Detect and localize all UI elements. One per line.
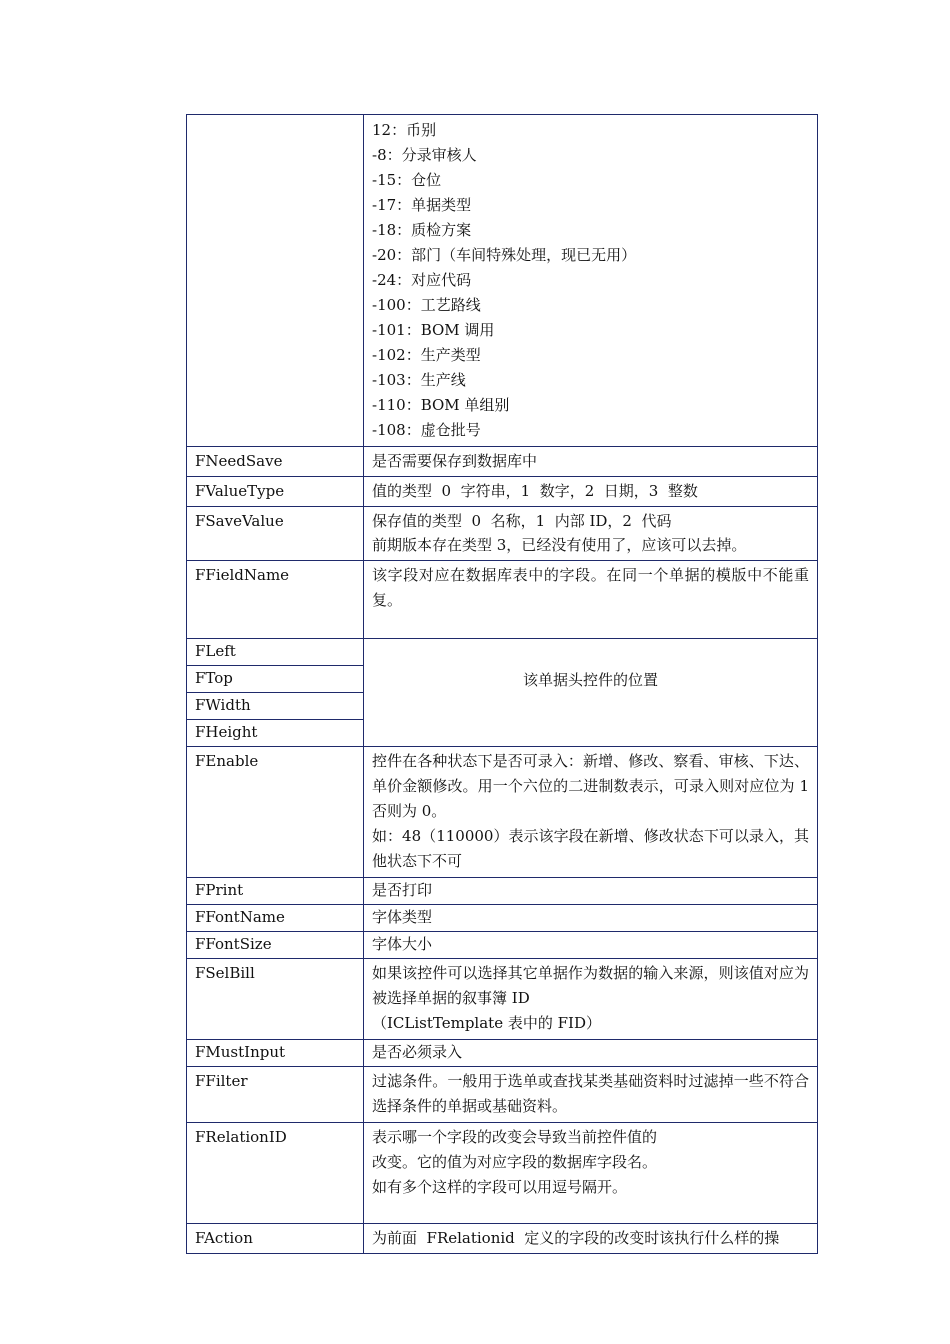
table-row	[187, 447, 818, 477]
list-item: -8：分录审核人	[372, 146, 477, 164]
field-desc-cell	[364, 1067, 818, 1123]
field-name-cell: FFilter	[187, 1067, 364, 1123]
table-row	[187, 1123, 818, 1224]
field-desc-cell	[364, 747, 818, 878]
field-desc-cell: 是否需要保存到数据库中	[364, 447, 818, 477]
field-desc-cell	[364, 959, 818, 1040]
list-item: -18：质检方案	[372, 221, 472, 239]
table-row	[187, 561, 818, 639]
table-row	[187, 1040, 818, 1067]
field-name-cell: FTop	[187, 666, 364, 693]
field-name-cell: FLeft	[187, 639, 364, 666]
list-item: 12：币别	[372, 121, 437, 139]
list-item: -15：仓位	[372, 171, 442, 189]
field-name-cell: FValueType	[187, 477, 364, 507]
field-name-cell: FSelBill	[187, 959, 364, 1040]
field-desc-cell	[364, 1123, 818, 1224]
field-desc-cell	[364, 115, 818, 447]
field-definition-table	[186, 114, 818, 1254]
desc-line: 表示哪一个字段的改变会导致当前控件值的	[372, 1128, 658, 1146]
field-name-cell: FEnable	[187, 747, 364, 878]
field-desc-cell: 字体类型	[364, 905, 818, 932]
field-desc-cell	[364, 561, 818, 639]
table-row	[187, 932, 818, 959]
list-item: -110：BOM 单组别	[372, 396, 510, 414]
table-row	[187, 1067, 818, 1123]
list-item: -101：BOM 调用	[372, 321, 495, 339]
table-row	[187, 747, 818, 878]
desc-paragraph: 如果该控件可以选择其它单据作为数据的输入来源，则该值对应为被选择单据的叙事簿 ID	[372, 964, 809, 1007]
list-item: -100：工艺路线	[372, 296, 481, 314]
field-name-cell: FRelationID	[187, 1123, 364, 1224]
table-row	[187, 905, 818, 932]
table-row	[187, 507, 818, 561]
table-row	[187, 878, 818, 905]
field-name-cell: FPrint	[187, 878, 364, 905]
table-row	[187, 959, 818, 1040]
field-desc-cell: 是否打印	[364, 878, 818, 905]
desc-line: 改变。它的值为对应字段的数据库字段名。	[372, 1153, 658, 1171]
desc-paragraph: 控件在各种状态下是否可录入：新增、修改、察看、审核、下达、单价金额修改。用一个六位的二进制数表示，可录入则对应位为 1 否则为 0。	[372, 752, 809, 820]
field-name-cell: FNeedSave	[187, 447, 364, 477]
field-desc-cell	[364, 639, 818, 747]
table-row	[187, 477, 818, 507]
field-name-cell: FAction	[187, 1224, 364, 1254]
field-name-cell: FHeight	[187, 720, 364, 747]
field-name-cell	[187, 115, 364, 447]
table-row	[187, 1224, 818, 1254]
list-item: -103：生产线	[372, 371, 466, 389]
desc-line: 为前面 FRelationid 定义的字段的改变时该执行什么样的操	[372, 1229, 780, 1247]
table-row	[187, 115, 818, 447]
desc-line: （ICListTemplate 表中的 FID）	[372, 1014, 601, 1032]
field-desc-cell: 字体大小	[364, 932, 818, 959]
list-item: -20：部门（车间特殊处理，现已无用）	[372, 246, 637, 264]
field-name-cell: FFontName	[187, 905, 364, 932]
desc-paragraph: 该字段对应在数据库表中的字段。在同一个单据的模版中不能重复。	[372, 566, 809, 609]
desc-line: 如有多个这样的字段可以用逗号隔开。	[372, 1178, 628, 1196]
field-name-cell: FFontSize	[187, 932, 364, 959]
field-name-cell: FWidth	[187, 693, 364, 720]
desc-paragraph: 如：48（110000）表示该字段在新增、修改状态下可以录入，其他状态下不可	[372, 827, 809, 870]
field-desc-cell: 值的类型 0 字符串，1 数字，2 日期，3 整数	[364, 477, 818, 507]
list-item: -102：生产类型	[372, 346, 481, 364]
desc-line: 保存值的类型 0 名称，1 内部 ID，2 代码	[372, 512, 672, 530]
field-name-cell: FFieldName	[187, 561, 364, 639]
list-item: -108：虚仓批号	[372, 421, 481, 439]
field-desc-cell	[364, 1224, 818, 1254]
field-desc-cell: 是否必须录入	[364, 1040, 818, 1067]
list-item: -17：单据类型	[372, 196, 472, 214]
table-row	[187, 639, 818, 666]
field-name-cell: FSaveValue	[187, 507, 364, 561]
desc-line: 前期版本存在类型 3，已经没有使用了，应该可以去掉。	[372, 536, 747, 554]
list-item: -24：对应代码	[372, 271, 472, 289]
field-name-cell: FMustInput	[187, 1040, 364, 1067]
field-desc-cell	[364, 507, 818, 561]
desc-text: 该单据头控件的位置	[522, 671, 658, 689]
desc-paragraph: 过滤条件。一般用于选单或查找某类基础资料时过滤掉一些不符合选择条件的单据或基础资料。	[372, 1072, 809, 1115]
